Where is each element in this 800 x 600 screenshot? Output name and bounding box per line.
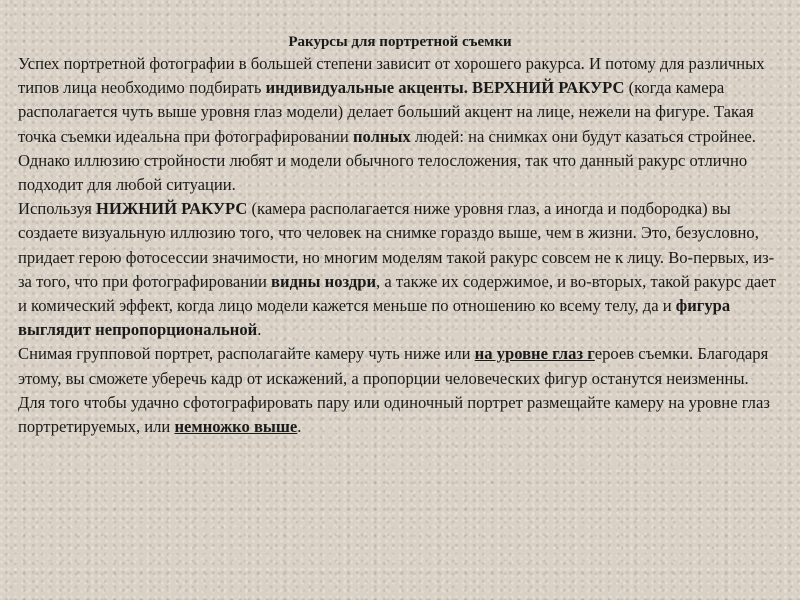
slide-title: Ракурсы для портретной съемки [288,34,512,50]
text-run: людей: на снимках они будут казаться стройнее. Однако иллюзию стройности любят и модели обычного телосложения, так что данный ракурс отлично подходит для любой ситуации. [18,126,756,195]
text-run: . [257,320,262,340]
slide-body [18,52,788,439]
text-run: Успех портретной фотографии в большей степени зависит от хорошего ракурса. И потому для различных типов лица необходимо подбирать [18,54,765,98]
emphasis-full: полных [352,126,411,146]
emphasis-eye-level: на уровне глаз г [474,344,595,364]
text-run: ероев съемки. Благодаря этому, вы сможете уберечь кадр от искажений, а пропорции человеческих фигур останутся неизменны. [18,344,769,388]
emphasis-slightly-higher: немножко выше [174,417,298,437]
paragraph-couple-portrait [18,391,788,439]
emphasis-high-angle: ВЕРХНИЙ РАКУРС [472,78,625,98]
text-run: , а также их содержимое, и во-вторых, такой ракурс дает и комический эффект, когда лицо модели кажется меньше по отношению ко всему телу, да и [18,271,776,316]
text-run: (когда камера располагается чуть выше уровня глаз модели) делает больший акцент на лице, нежели на фигуре. Такая точка съемки идеальна при фотографировании [18,78,754,146]
text-run: . [297,417,302,437]
paragraph-group-portrait [18,342,788,390]
emphasis-individual-accents: индивидуальные акценты. [265,78,468,98]
text-run: Для того чтобы удачно сфотографировать пару или одиночный портрет размещайте камеру на уровне глаз портретируемых, или [18,392,770,437]
emphasis-nostrils: видны ноздри [271,271,377,291]
paragraph-intro-high-angle [18,52,788,197]
text-run: Снимая групповой портрет, располагайте камеру чуть ниже или [18,344,475,364]
emphasis-disproportionate: фигура выглядит непропорциональной [18,296,731,340]
text-run: (камера располагается ниже уровня глаз, а иногда и подбородка) вы создаете визуальную иллюзию того, что человек на снимке гораздо выше, чем в жизни. Это, безусловно, придает герою фотосессии значимости, но многим моделям такой ракурс совсем не к лицу. Во-первых, из-за того, что при фотографировании [18,199,775,291]
text-run: Используя [18,199,97,219]
paragraph-low-angle [18,197,788,342]
emphasis-low-angle: НИЖНИЙ РАКУРС [96,199,248,219]
